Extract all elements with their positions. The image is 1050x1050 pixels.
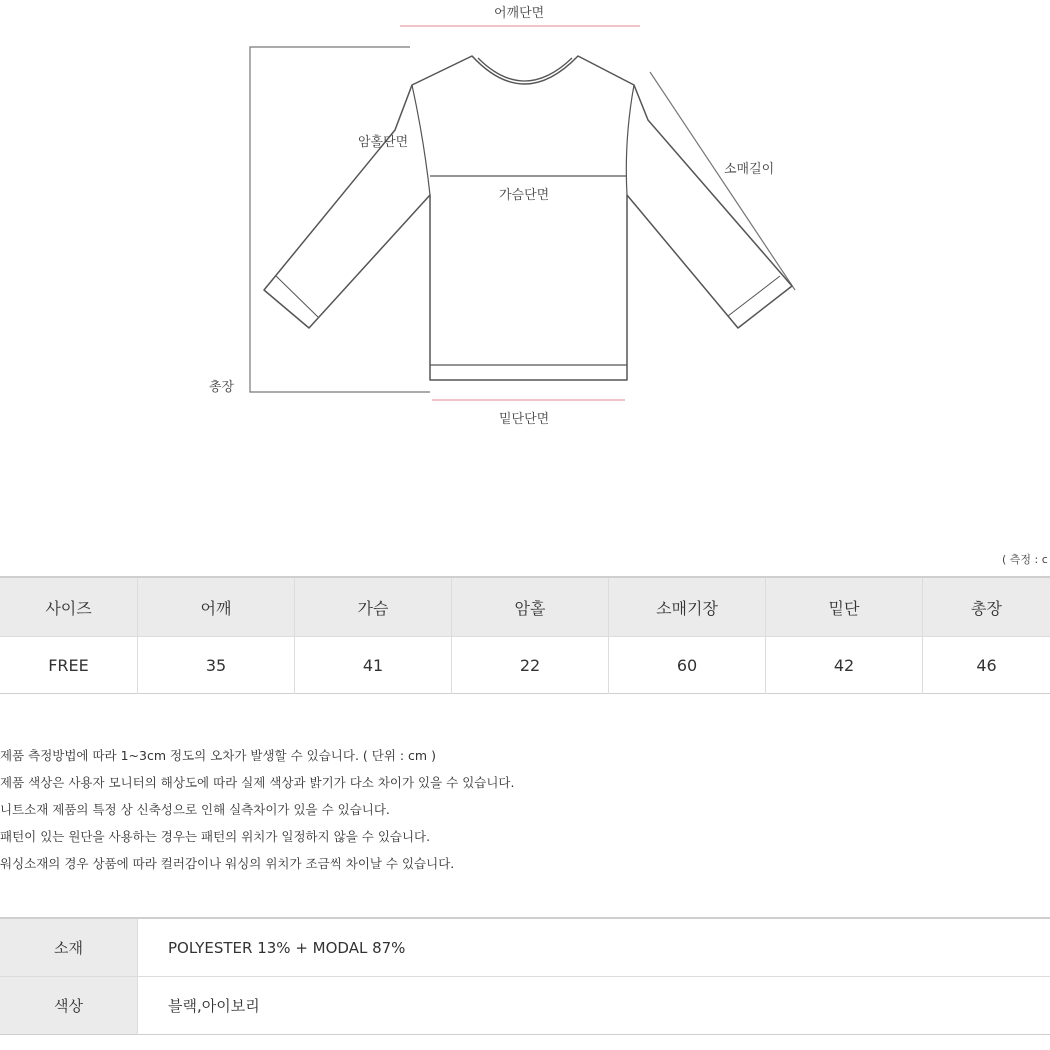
armhole-seam-left xyxy=(412,85,430,195)
size-table xyxy=(0,576,1050,694)
neck-band xyxy=(478,58,572,81)
info-value: 블랙,아이보리 xyxy=(138,977,1050,1035)
size-table-header: 총장 xyxy=(923,577,1050,637)
info-label: 소재 xyxy=(0,918,138,977)
info-label: 색상 xyxy=(0,977,138,1035)
size-table-cell: 46 xyxy=(923,637,1050,694)
cuff-left xyxy=(276,276,318,317)
size-table-cell: 35 xyxy=(138,637,295,694)
list-item: 제품 측정방법에 따라 1~3cm 정도의 오차가 발생할 수 있습니다. ( 단위 : cm ) xyxy=(0,748,436,763)
info-table xyxy=(0,917,1050,1035)
chest-label: 가슴단면 xyxy=(499,188,550,203)
size-table-header: 어깨 xyxy=(138,577,295,637)
info-value: POLYESTER 13% + MODAL 87% xyxy=(168,938,406,957)
size-table-cell: 41 xyxy=(295,637,452,694)
unit-note: ( 측정 : c xyxy=(1002,553,1048,566)
list-item: 워싱소재의 경우 상품에 따라 컬러감이나 워싱의 위치가 조금씩 차이날 수 있습니다. xyxy=(0,856,455,871)
table-row xyxy=(0,637,1050,694)
length-measure-bracket xyxy=(250,47,430,392)
info-row-color xyxy=(0,977,1050,1035)
shirt-diagram-svg xyxy=(0,0,1050,470)
size-table-cell: 22 xyxy=(452,637,609,694)
size-diagram xyxy=(0,0,1050,470)
size-table-header: 밑단 xyxy=(766,577,923,637)
size-table-header: 가슴 xyxy=(295,577,452,637)
hem-label: 밑단단면 xyxy=(499,412,550,427)
cuff-right xyxy=(728,276,780,316)
info-row-material xyxy=(0,918,1050,977)
size-table-header-row xyxy=(0,577,1050,637)
size-table-cell: 42 xyxy=(766,637,923,694)
size-table-cell: 60 xyxy=(609,637,766,694)
armhole-seam-right xyxy=(626,85,634,195)
armhole-label: 암홀단면 xyxy=(358,135,409,150)
length-label: 총장 xyxy=(209,380,235,395)
size-table-cell: FREE xyxy=(0,637,138,694)
size-table-header: 소매기장 xyxy=(609,577,766,637)
list-item: 니트소재 제품의 특정 상 신축성으로 인해 실측차이가 있을 수 있습니다. xyxy=(0,802,390,817)
shoulder-label: 어깨단면 xyxy=(494,6,545,21)
sleeve-measure-line xyxy=(650,72,795,290)
list-item: 제품 색상은 사용자 모니터의 해상도에 따라 실제 색상과 밝기가 다소 차이가 있을 수 있습니다. xyxy=(0,775,515,790)
shirt-outline xyxy=(264,56,792,380)
notes-list xyxy=(0,742,1050,877)
size-table-header: 암홀 xyxy=(452,577,609,637)
list-item: 패턴이 있는 원단을 사용하는 경우는 패턴의 위치가 일정하지 않을 수 있습니다. xyxy=(0,829,431,844)
sleeve-label: 소매길이 xyxy=(724,162,775,177)
size-table-header: 사이즈 xyxy=(0,577,138,637)
